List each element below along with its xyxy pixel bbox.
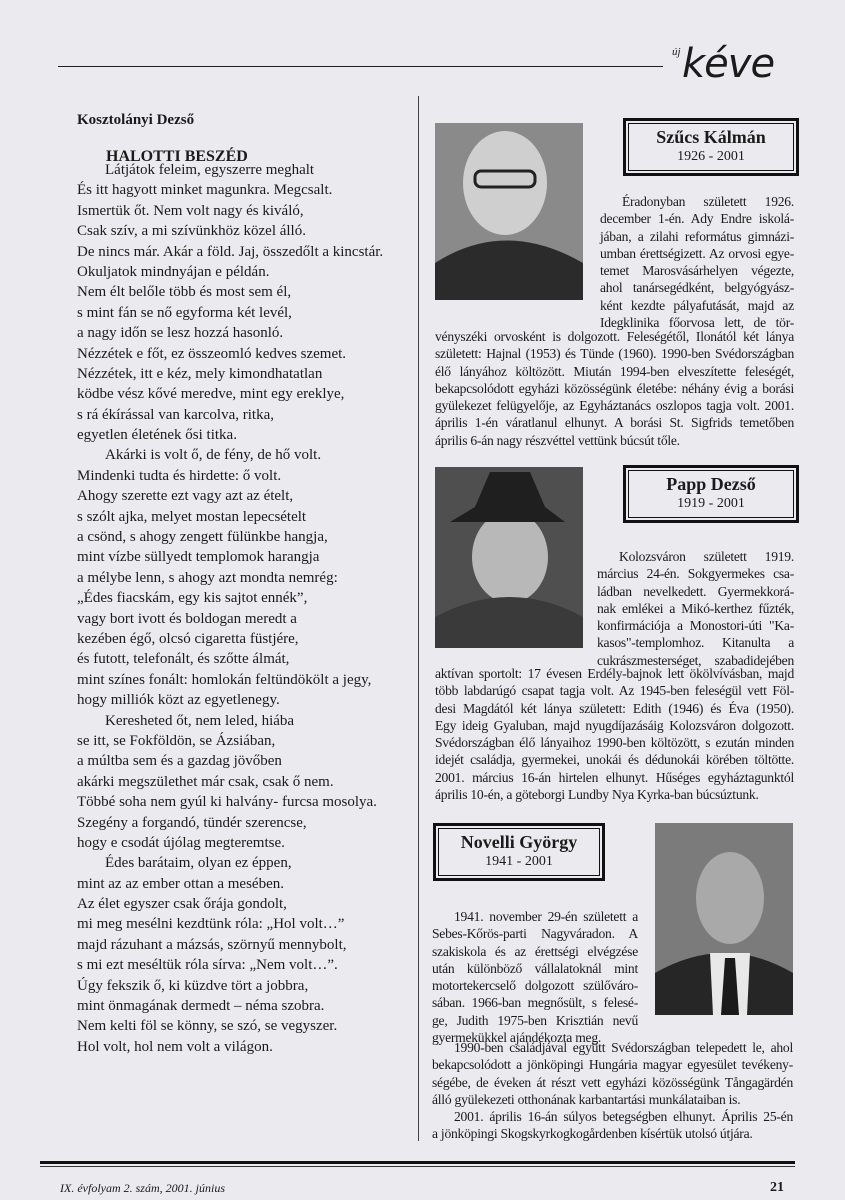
poem-line: Keresheted őt, nem leled, hiába (105, 712, 295, 729)
poem-line: Ismertük őt. Nem volt nagy és kiváló, (77, 202, 304, 219)
poem-line: Ahogy szerette ezt vagy azt az ételt, (77, 488, 294, 505)
obituary-line: idejét családja, gyermekei, unokái és dédunokái körében töltötte. (435, 752, 794, 768)
obituary-name: Szűcs Kálmán (656, 127, 766, 147)
obituary-line: bekapcsolódott a jönköpingi Hungária magyar egyesület tevékeny- (432, 1057, 793, 1073)
obituary-line: április 6-án nagy részvéttel vettünk búcsút tőle. (435, 432, 680, 448)
obituary-line: élő lányához költözött. Miután 1994-ben elveszítette feleségét, (435, 363, 794, 379)
obituary-text-beside (597, 548, 794, 669)
obituary-years: 1919 - 2001 (677, 496, 745, 511)
poem-line: Nem kelti föl se könny, se szó, se vegyszer. (77, 1018, 338, 1035)
poem-line: egyetlen életének ősi titka. (77, 427, 237, 444)
poem-line: a mélybe lenn, s ahogy azt mondta nemrég: (77, 569, 338, 586)
poem-line: mint az az ember ottan a mesében. (77, 875, 284, 892)
obituary-years: 1926 - 2001 (677, 149, 745, 164)
poem-line: hogy e csodát újólag megteremtse. (77, 834, 285, 851)
poem-line: és futott, telefonált, és szőtte álmát, (77, 651, 290, 668)
poem-line: Mindenki tudta és hirdette: ő volt. (77, 467, 282, 484)
obituary-text-below (432, 1039, 793, 1143)
poem-line: Nem élt belőle több és most sem él, (77, 284, 292, 301)
obituary-text-beside (600, 193, 794, 331)
footer-rule (40, 1161, 795, 1164)
obituary-line: 1941. november 29-én született a (454, 909, 638, 924)
obituary-line: Idegklinika főorvosa lett, de tör- (600, 315, 794, 331)
poem-title: HALOTTI BESZÉD (106, 148, 248, 165)
poem-line: „Édes fiacskám, egy kis sajtot ennék”, (77, 590, 308, 607)
poem-line: Úgy fekszik ő, ki küzdve tört a jobbra, (77, 977, 309, 994)
poem-author: Kosztolányi Dezső (77, 112, 195, 128)
poem-line: Szegény a forgandó, tündér szerencse, (77, 814, 307, 831)
obituary-line: április 10-én, a göteborgi Lundby Nya Kyrka-ban búcsúztunk. (435, 787, 759, 803)
poem-line: Édes barátaim, olyan ez éppen, (105, 855, 292, 872)
obituary-line: Egy ideig Gyaluban, majd nyugdíjazásáig Kolozsváron dolgozott. (435, 717, 794, 733)
poem-line: Nézzétek, itt e kéz, mely kimondhatatlan (77, 365, 323, 382)
logo-small-text: új (672, 46, 681, 58)
column-divider (418, 96, 419, 1141)
obituary-line: született: Hajnal (1953) és Tünde (1960). 1990-ben Svédországban (435, 346, 794, 362)
poem-line: És itt hagyott minket magunkra. Megcsalt. (77, 182, 333, 199)
poem-line: akárki megszülethet már csak, csak ő nem. (77, 773, 334, 790)
obituary-line: 2001. április 16-án súlyos betegségben elhunyt. Április 25-én (454, 1109, 793, 1125)
obituary-line: gyermekükkel ajándékozta meg. (432, 1030, 602, 1046)
obituary-line: ahol tanársegédként, belgyógyász- (600, 280, 794, 296)
obituary-line: cukrászmesterséget, szabadidejében (597, 652, 794, 668)
poem-line: s szólt ajka, melyet mostan lepecsételt (77, 508, 307, 525)
obituary-line: december 1-én. Ady Endre iskolá- (600, 211, 794, 227)
obituary-line: umban érettségizett. Az orvosi egye- (600, 245, 794, 261)
poem-line: Okuljatok mindnyájan e példán. (77, 263, 270, 280)
obituary-line: aktívan sportolt: 17 évesen Erdély-bajnok lett ökölvívásban, majd (435, 666, 794, 681)
poem-line: se itt, se Fokföldön, se Ázsiában, (77, 732, 276, 749)
obituary-line: ként kezdte pályafutását, majd az (600, 297, 794, 313)
name-box-novelli-gyorgy (433, 823, 605, 881)
obituary-line: gyülekezet felügyelője, az Egyháztanács oszlopos tagja volt. 2001. (435, 398, 794, 414)
name-box-papp-dezso (623, 465, 799, 523)
poem-line: s mi ezt meséltük róla sírva: „Nem volt…”. (77, 957, 338, 974)
page-number: 21 (770, 1180, 784, 1195)
poem-line: kezében égő, olcsó cigaretta füstjére, (77, 630, 299, 647)
obituary-line: bekapcsolódott egyházi közösségünk életébe: néhány évig a borási (435, 380, 794, 396)
obituary-line: Sebes-Kőrös-parti Nagyváradon. A (432, 926, 638, 942)
portrait-photo-novelli-gyorgy (655, 823, 793, 1015)
footer-rule-thin (40, 1166, 795, 1167)
poem-line: mint színes fonált: homlokán feltündökölt a jegy, (77, 671, 372, 688)
logo-text: kéve (682, 41, 775, 87)
poem-line: s rá ékírással van karcolva, ritka, (77, 406, 274, 423)
obituary-line: a jönköpingi Skogskyrkogkogårdenben kísértük utolsó útjára. (432, 1126, 753, 1142)
portrait-image (435, 467, 583, 648)
obituary-line: szakiskola és az érettségi elvégzése (432, 943, 638, 959)
obituary-line: desi Magdától két lánya született: Edith (1946) és Éva (1950). (435, 700, 794, 716)
magazine-logo (660, 38, 810, 86)
poem-line: hogy milliók közt az egyetlenegy. (77, 692, 280, 709)
poem-line: vagy bort ivott és boldogan meredt a (77, 610, 297, 627)
obituary-line: konfirmációja a Monostori-úti "Ka- (597, 618, 794, 634)
poem-line: a múltba sem és a gazdag jövőben (77, 753, 282, 770)
obituary-text-beside (432, 908, 638, 1046)
obituary-line: nak emlékei a Mikó-kerthez fűzték, (597, 600, 794, 616)
poem-line: Akárki is volt ő, de fény, de hő volt. (105, 447, 322, 464)
obituary-line: Kolozsváron született 1919. (619, 549, 794, 564)
obituary-text-below (435, 665, 794, 803)
obituary-line: sában. 1966-ban megnősült, s felesé- (432, 995, 638, 1011)
portrait-photo-papp-dezso (435, 467, 583, 648)
obituary-line: 2001. március 16-án hirtelen elhunyt. Hűséges egyháztagunktól (435, 769, 794, 785)
obituary-line: ségébe, de éveken át részt vett egyházi közösségünk Tångagärdén (432, 1074, 793, 1090)
portrait-image (435, 123, 583, 300)
poem-line: s mint fán se nő egyforma két levél, (77, 304, 292, 321)
obituary-line: 1990-ben családjával együtt Svédországban telepedett le, ahol (454, 1040, 793, 1055)
obituary-line: Svédországban élő lányaihoz 1990-ben költözött, s ezután minden (435, 735, 794, 751)
poem-line: Nézzétek e főt, ez összeomló kedves szemet. (77, 345, 347, 362)
header-rule (58, 66, 663, 67)
name-box-szucs-kalman (623, 118, 799, 176)
obituary-name: Papp Dezső (666, 474, 756, 494)
portrait-image (655, 823, 793, 1015)
issue-info: IX. évfolyam 2. szám, 2001. június (60, 1181, 225, 1195)
obituary-line: motortekercselő dolgozott szülőváro- (432, 978, 638, 994)
portrait-photo-szucs-kalman (435, 123, 583, 300)
poem-line: mint vízbe süllyedt templomok harangja (77, 549, 320, 566)
obituary-line: Éradonyban született 1926. (622, 194, 794, 209)
obituary-line: április 1-én váratlanul elhunyt. A borási St. Sigfrids temetőben (435, 415, 794, 431)
obituary-line: temet Marosvásárhelyen végezte, (600, 263, 794, 279)
poem-line: Az élet egyszer csak őrája gondolt, (77, 896, 287, 913)
obituary-line: jában, a zilahi református gimnázi- (600, 228, 794, 244)
poem-line: Hol volt, hol nem volt a világon. (77, 1038, 273, 1055)
poem-line: Csak szív, a mi szívünkhöz közel álló. (77, 223, 306, 240)
obituary-line: március 24-én. Sokgyermekes csa- (597, 566, 794, 582)
obituary-name: Novelli György (460, 832, 578, 852)
obituary-text-below (435, 328, 794, 449)
poem-line: mi meg mesélni kezdtünk róla: „Hol volt…” (77, 916, 345, 933)
poem-body (77, 160, 417, 1057)
obituary-line: álló gyülekezeti otthonának karbantartási munkálataiban is. (432, 1091, 741, 1107)
poem-line: a nagy időn se lesz hozzá hasonló. (77, 325, 284, 342)
obituary-line: vényszéki orvosként is dolgozott. Feleségétől, Ilonától két lánya (435, 329, 794, 344)
obituary-line: több labdarúgó csapat tagja volt. Az 1945-ben feleségül vett Föl- (435, 683, 794, 699)
obituary-line: ge, Judith 1975-ben Krisztián nevű (432, 1012, 638, 1028)
poem-line: majd rázuhant a mázsás, szörnyű mennybolt, (77, 936, 347, 953)
poem-line: ködbe vész kővé meredve, mint egy ereklye, (77, 386, 345, 403)
obituary-line: kasos"-templomhoz. Kitanulta a (597, 635, 794, 651)
obituary-line: után különböző vállalatoknál mint (432, 960, 638, 976)
poem-line: Többé soha nem gyúl ki halvány- furcsa mosolya. (77, 794, 377, 811)
poem-line: mint önmagának dermedt – néma szobra. (77, 998, 325, 1015)
obituary-years: 1941 - 2001 (485, 854, 553, 869)
poem-line: De nincs már. Akár a föld. Jaj, összedőlt a kincstár. (77, 243, 384, 260)
poem-line: a csönd, s ahogy zengett fülünkbe hangja, (77, 529, 328, 546)
poem-line: Látjátok feleim, egyszerre meghalt (105, 162, 315, 178)
obituary-line: ládban nevelkedett. Gyermekkorá- (597, 583, 794, 599)
